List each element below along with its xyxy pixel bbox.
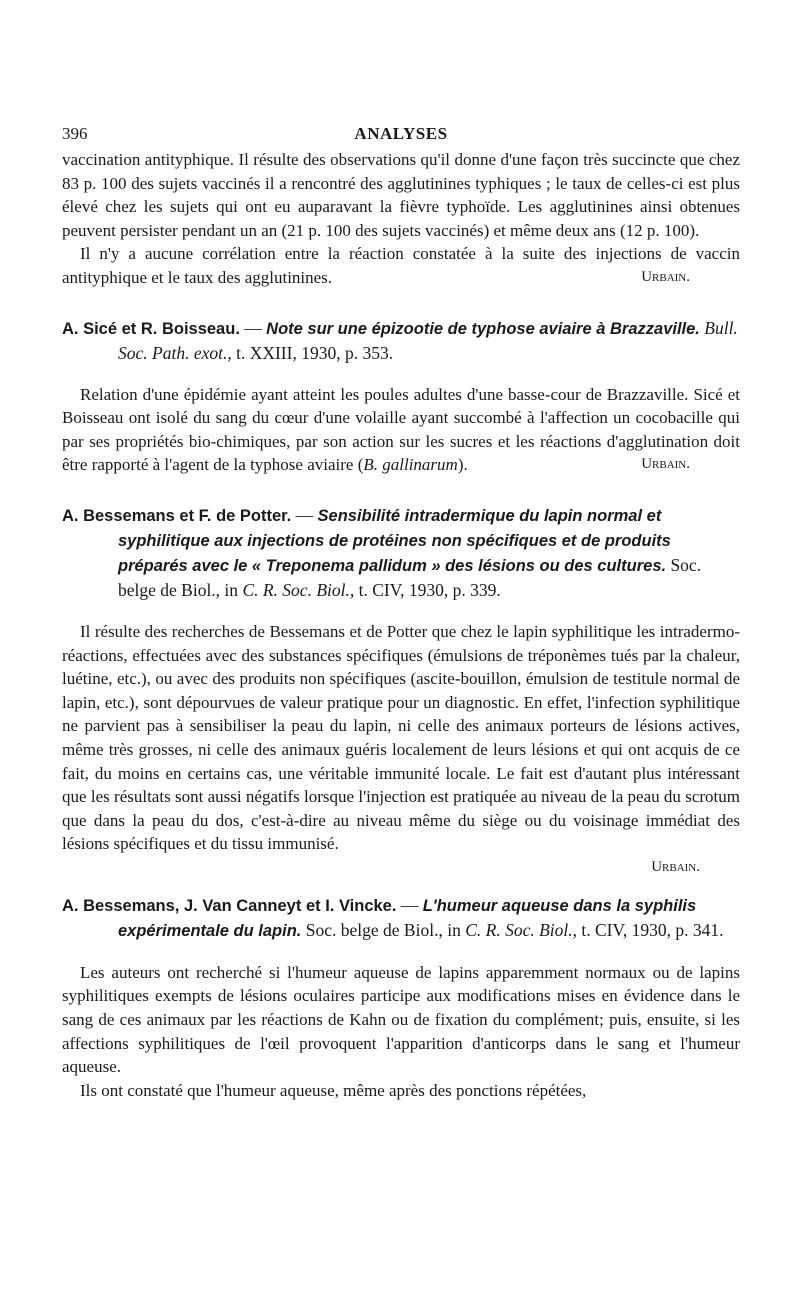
article-reference <box>62 316 740 365</box>
journal-name: C. R. Soc. Biol., <box>242 579 355 600</box>
citation-details: t. XXIII, 1930, p. 353. <box>231 342 394 363</box>
body-paragraph <box>62 242 740 289</box>
author-signature: Urbain. <box>641 268 690 285</box>
journal-page <box>62 118 740 1102</box>
source-society: Soc. belge de Biol., in <box>301 919 466 940</box>
body-paragraph <box>62 383 740 477</box>
article-continued <box>62 148 740 290</box>
species-name: B. gallinarum <box>363 455 458 475</box>
article-reference <box>62 893 740 943</box>
author-signature: Urbain. <box>651 858 700 875</box>
citation-details: t. CIV, 1930, p. 339. <box>354 579 501 600</box>
body-paragraph: vaccination antityphique. Il résulte des observations qu'il donne d'une façon très succincte que chez 83 p. 100 des sujets vaccinés il a rencontré des agglutinines typhiques ; le taux de celles-ci est plus élevé chez les sujets qui ont eu auparavant la fièvre typhoïde. Les agglutinines ainsi obtenues peuvent persister pendant un an (21 p. 100 des sujets vaccinés) et même deux ans (12 p. 100). <box>62 150 740 240</box>
page-number: 396 <box>62 124 88 143</box>
journal-name: C. R. Soc. Biol., <box>465 919 577 940</box>
dash: — <box>291 504 318 525</box>
article-bessemans-vancanneyt-vincke <box>62 893 740 1103</box>
article-authors: A. Sicé et R. Boisseau. <box>62 319 240 338</box>
paragraph-text-end: ). <box>457 455 468 475</box>
citation-details: t. CIV, 1930, p. 341. <box>577 919 724 940</box>
source-society: Soc. belge de Biol., in <box>118 554 702 600</box>
article-authors: A. Bessemans et F. de Potter. <box>62 506 292 525</box>
journal-name: Bull. Soc. Path. exot., <box>118 317 738 363</box>
article-title: Note sur une épizootie de typhose aviaire à Brazzaville. <box>266 319 700 338</box>
paragraph-text: Il n'y a aucune corrélation entre la réaction constatée à la suite des injections de vaccin antityphique et le taux des agglutinines. <box>62 244 740 287</box>
article-reference <box>62 503 740 602</box>
dash: — <box>239 317 267 338</box>
article-authors: A. Bessemans, J. Van Canneyt et I. Vincke. <box>62 896 397 915</box>
running-head: ANALYSES <box>354 124 448 143</box>
dash: — <box>396 894 423 915</box>
page-header <box>62 118 740 148</box>
paragraph-text: Relation d'une épidémie ayant atteint les poules adultes d'une basse-cour de Brazzaville. Sicé et Boisseau ont isolé du sang du cœur d'une volaille ayant succombé à l'affection un cocobacille qui par ses propriétés bio-chimiques, par son action sur les sucres et les réactions d'agglutination doit être rapporté à l'agent de la typhose aviaire ( <box>62 384 740 475</box>
body-paragraph: Les auteurs ont recherché si l'humeur aqueuse de lapins apparemment normaux ou de lapins syphilitiques exempts de lésions oculaires participe aux modifications mises en évidence dans le sang de ces animaux par les réactions de Kahn ou de fixation du complément; puis, ensuite, si les affections syphilitiques de l'œil provoquent l'apparition d'anticorps dans le sang et l'humeur aqueuse. <box>62 962 740 1077</box>
article-sice-boisseau <box>62 316 740 477</box>
body-paragraph: Il résulte des recherches de Bessemans et de Potter que chez le lapin syphilitique les intradermo-réactions, effectuées avec des substances spécifiques (émulsions de tréponèmes tués par la chaleur, luétine, etc.), ou avec des produits non spécifiques (ascite-bouillon, émulsion de testitule normal de lapin, etc.), sont dépourvues de valeur pratique pour un diagnostic. En effet, l'infection syphilitique ne parvient pas à sensibiliser la peau du lapin, ni celle des animaux porteurs de lésions actives, même très grosses, ni celle des animaux guéris localement de leurs lésions et qui ont acquis de ce fait, du moins en certains cas, une véritable immunité locale. Le fait est d'autant plus intéressant que les résultats sont aussi négatifs lorsque l'injection est pratiquée au niveau de la peau du scrotum que dans la peau du dos, c'est-à-dire au niveau même du siège ou du voisinage immédiat des lésions spécifiques et du tissu immunisé. <box>62 621 740 854</box>
article-title: L'humeur aqueuse dans la syphilis expérimentale du lapin. <box>118 896 697 940</box>
article-title: Sensibilité intradermique du lapin normal et syphilitique aux injections de protéines non spécifiques et de produits préparés avec le « Treponema pallidum » des lésions ou des cultures. <box>118 506 671 575</box>
author-signature: Urbain. <box>641 456 690 473</box>
article-bessemans-potter <box>62 503 740 879</box>
body-paragraph: Ils ont constaté que l'humeur aqueuse, même après des ponctions répétées, <box>80 1080 587 1100</box>
